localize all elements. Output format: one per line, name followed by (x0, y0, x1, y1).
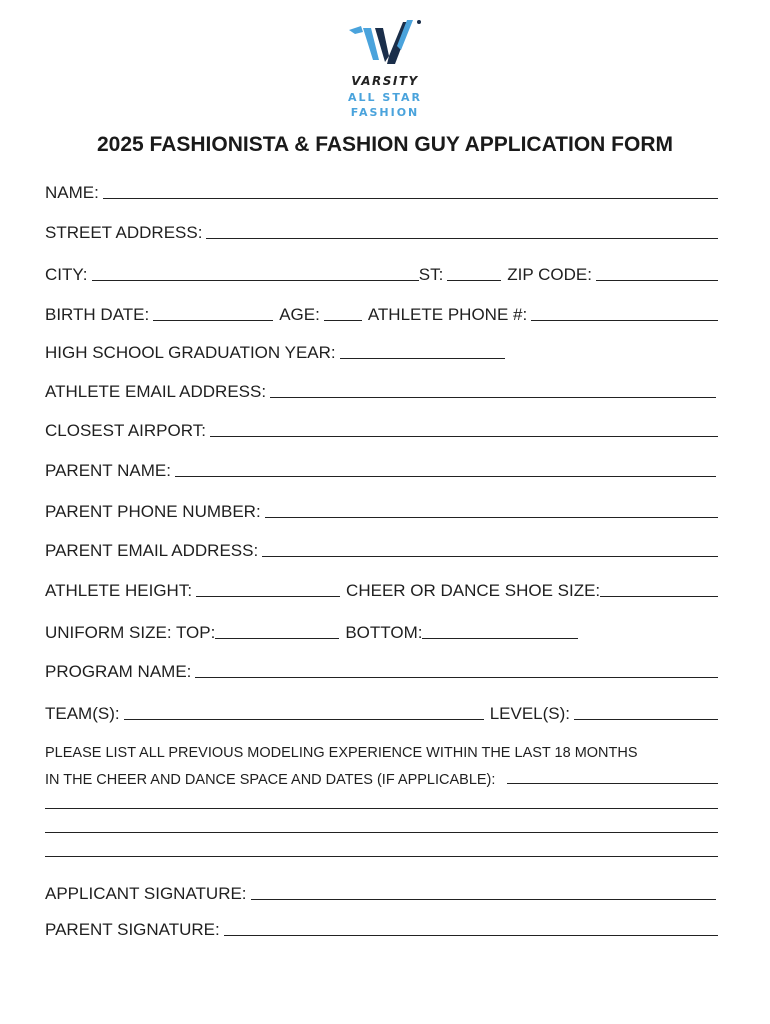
athlete-email-label: ATHLETE EMAIL ADDRESS: (45, 382, 267, 401)
experience-line-extra-2[interactable] (45, 832, 718, 833)
parent-phone-label: PARENT PHONE NUMBER: (45, 502, 261, 521)
experience-prompt-line-2: IN THE CHEER AND DANCE SPACE AND DATES (IF APPLICABLE): (45, 772, 496, 788)
state-label: ST: (418, 265, 444, 284)
parent-name-row (45, 461, 716, 481)
logo-line-all-star: ALL STAR (348, 91, 422, 104)
parent-signature-row (45, 920, 718, 940)
levels-label: LEVEL(S): (489, 704, 570, 723)
uniform-bottom-field[interactable] (422, 638, 578, 639)
city-state-zip-row (45, 265, 718, 285)
uniform-top-field[interactable] (215, 638, 339, 639)
program-name-row (45, 662, 718, 682)
city-field[interactable] (92, 280, 419, 281)
parent-email-field[interactable] (262, 556, 718, 557)
parent-signature-label: PARENT SIGNATURE: (45, 920, 220, 939)
shoe-size-field[interactable] (600, 596, 718, 597)
shoe-size-label: CHEER OR DANCE SHOE SIZE: (346, 581, 601, 600)
closest-airport-field[interactable] (210, 436, 718, 437)
closest-airport-label: CLOSEST AIRPORT: (45, 421, 206, 440)
name-field[interactable] (103, 198, 718, 199)
height-shoe-row (45, 581, 718, 601)
parent-phone-row (45, 502, 718, 522)
applicant-signature-label: APPLICANT SIGNATURE: (45, 884, 247, 903)
applicant-signature-row (45, 884, 716, 904)
athlete-phone-field[interactable] (531, 320, 718, 321)
parent-email-label: PARENT EMAIL ADDRESS: (45, 541, 259, 560)
parent-name-label: PARENT NAME: (45, 461, 171, 480)
age-field[interactable] (324, 320, 362, 321)
teams-label: TEAM(S): (45, 704, 120, 723)
logo-line-fashion: FASHION (350, 106, 420, 119)
experience-line-extra-3[interactable] (45, 856, 718, 857)
closest-airport-row (45, 421, 718, 441)
street-address-label: STREET ADDRESS: (45, 223, 203, 242)
birth-date-field[interactable] (153, 320, 273, 321)
athlete-email-row (45, 382, 716, 402)
experience-line-extra-1[interactable] (45, 808, 718, 809)
program-name-label: PROGRAM NAME: (45, 662, 192, 681)
teams-field[interactable] (124, 719, 484, 720)
graduation-year-row (45, 343, 505, 363)
varsity-v-mark-icon (345, 16, 425, 68)
city-label: CITY: (45, 265, 88, 284)
experience-field[interactable] (507, 783, 718, 784)
levels-field[interactable] (574, 719, 718, 720)
athlete-email-field[interactable] (270, 397, 716, 398)
experience-row (45, 768, 718, 788)
parent-phone-field[interactable] (265, 517, 718, 518)
athlete-height-field[interactable] (196, 596, 340, 597)
athlete-phone-label: ATHLETE PHONE #: (367, 305, 528, 324)
name-row (45, 183, 718, 203)
zip-code-label: ZIP CODE: (507, 265, 592, 284)
varsity-logo (337, 16, 433, 120)
zip-code-field[interactable] (596, 280, 718, 281)
team-level-row (45, 704, 718, 724)
applicant-signature-field[interactable] (251, 899, 716, 900)
program-name-field[interactable] (195, 677, 718, 678)
uniform-bottom-label: BOTTOM: (345, 623, 423, 642)
street-address-field[interactable] (206, 238, 718, 239)
name-label: NAME: (45, 183, 99, 202)
state-field[interactable] (447, 280, 501, 281)
birth-age-phone-row (45, 305, 718, 325)
experience-prompt-line-1: PLEASE LIST ALL PREVIOUS MODELING EXPERIENCE WITHIN THE LAST 18 MONTHS (45, 745, 638, 761)
age-label: AGE: (279, 305, 320, 324)
form-title: 2025 FASHIONISTA & FASHION GUY APPLICATION FORM (96, 133, 673, 156)
graduation-year-field[interactable] (340, 358, 505, 359)
uniform-size-row (45, 623, 578, 643)
parent-name-field[interactable] (175, 476, 716, 477)
birth-date-label: BIRTH DATE: (45, 305, 150, 324)
athlete-height-label: ATHLETE HEIGHT: (45, 581, 193, 600)
logo-brand-text: VARSITY (351, 74, 419, 88)
uniform-top-label: UNIFORM SIZE: TOP: (45, 623, 216, 642)
parent-email-row (45, 541, 718, 561)
graduation-year-label: HIGH SCHOOL GRADUATION YEAR: (45, 343, 336, 362)
parent-signature-field[interactable] (224, 935, 718, 936)
street-address-row (45, 223, 718, 243)
